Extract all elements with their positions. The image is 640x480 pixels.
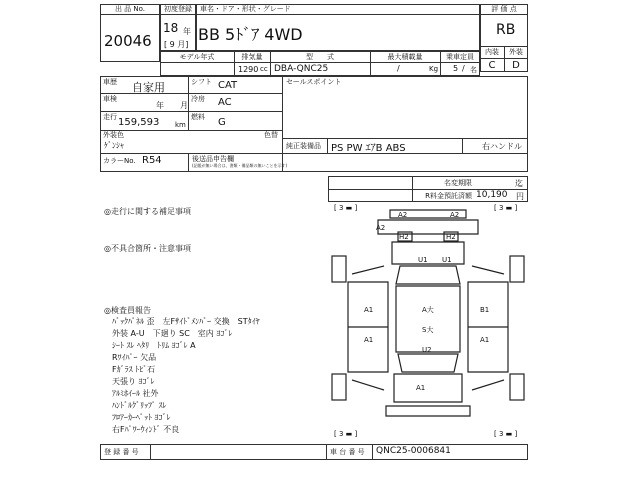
- mark-u1-right: U1: [442, 256, 452, 264]
- driving-notes-label: ◎走行に関する補足事項: [104, 207, 191, 216]
- inspection-month-unit: 月: [180, 101, 188, 110]
- displacement-unit: cc: [260, 65, 268, 73]
- corner-bl: [ 3 ▬ ]: [334, 430, 358, 438]
- registration-year: 18: [163, 21, 179, 35]
- inspection-label: 車検: [103, 95, 117, 103]
- mark-h2-right: H2: [446, 233, 456, 241]
- color: ｹﾞﾝｼｬ: [104, 141, 124, 150]
- recycle-fee: 10,190: [476, 190, 508, 200]
- recycle-label: 後送品申告欄: [192, 155, 234, 163]
- registration-number-label: 登 録 番 号: [104, 448, 139, 456]
- inspector-line: ｱﾙﾐﾎｲｰﾙ 社外: [112, 389, 159, 398]
- footer-box: [100, 444, 528, 460]
- inspector-line: ｼｰﾄ ｽﾚ ﾍﾀﾘ ﾄﾘﾑ ﾖｺﾞﾚ A: [112, 341, 196, 350]
- capacity-unit: /: [462, 64, 465, 73]
- max-load-label: 最大積載量: [387, 53, 423, 61]
- model-code: DBA-QNC25: [274, 64, 329, 74]
- auction-sheet: [100, 0, 528, 480]
- mark-b1-right: B1: [480, 306, 490, 314]
- mark-a1-left-rear: A1: [364, 336, 374, 344]
- capacity: 5: [453, 64, 459, 73]
- defects-label: ◎不具合箇所・注意事項: [104, 244, 191, 253]
- rating-score: RB: [496, 22, 516, 38]
- inspector-line: 外装 A-U 下廻り SC 室内 ﾖｺﾞﾚ: [112, 329, 233, 338]
- car-name-label: 車名・ドア・形状・グレード: [200, 5, 291, 13]
- model-label: 型 式: [306, 53, 334, 61]
- sales-point-label: セールスポイント: [286, 78, 342, 86]
- usage: 自家用: [132, 81, 165, 94]
- lot-number: 20046: [104, 32, 152, 50]
- inspector-line: 右Fﾊﾟﾜｰｳｨﾝﾄﾞ 不良: [112, 425, 180, 434]
- inspector-line: ﾊﾞｯｸﾊﾟﾈﾙ 歪 左Fｻｲﾄﾞﾒﾝﾊﾞｰ 交換 STﾀｲﾔ: [112, 317, 260, 326]
- mark-a2-left: A2: [398, 211, 408, 219]
- aircon-label: 冷房: [191, 95, 205, 103]
- inspector-line: Rﾜｲﾊﾟｰ 欠品: [112, 353, 157, 362]
- mark-u2: U2: [422, 346, 432, 354]
- load-unit: Kg: [429, 65, 439, 73]
- registration-month: [ 9 月]: [164, 40, 189, 49]
- capacity-unit-2: 名: [470, 66, 477, 74]
- capacity-label: 乗車定員: [446, 53, 474, 61]
- recycle-fee-unit: 円: [516, 192, 524, 201]
- inspector-line: ﾊﾝﾄﾞﾙｸﾞﾘｯﾌﾟ ｽﾚ: [112, 401, 167, 410]
- equipment-label: 純正装備品: [286, 142, 321, 150]
- first-registration-label: 初度登録: [164, 5, 192, 13]
- corner-br: [ 3 ▬ ]: [494, 430, 518, 438]
- exterior-label: 外装: [509, 48, 523, 56]
- inspector-line: Fｶﾞﾗｽ ﾄﾋﾞ石: [112, 365, 156, 374]
- inspector-line: ﾌﾛｱｰｶｰﾍﾟｯﾄ ﾖｺﾞﾚ: [112, 413, 171, 422]
- inspector-line: 天張り ﾖｺﾞﾚ: [112, 377, 155, 386]
- exterior-grade: D: [512, 60, 520, 71]
- inspector-report-label: ◎検査員報告: [104, 306, 151, 315]
- mileage-label: 走行: [103, 113, 117, 121]
- mark-a1-left-front: A1: [364, 306, 374, 314]
- color-label: 外装色: [103, 131, 124, 139]
- mileage-unit: km: [175, 121, 186, 129]
- inspection-year-unit: 年: [156, 101, 164, 110]
- mark-h2-left: H2: [399, 233, 409, 241]
- color-no-label: カラーNo.: [103, 157, 136, 165]
- trim-label: 色替: [264, 131, 278, 139]
- recycle-sub: (記帳が無い場合は、書類・備品類の無いことを示す): [192, 163, 288, 168]
- mark-a2-side: A2: [376, 224, 386, 232]
- fuel-label: 燃料: [191, 113, 205, 121]
- corner-tr: [ 3 ▬ ]: [494, 204, 518, 212]
- equipment: PS PW ｴｱB ABS: [331, 143, 406, 154]
- mark-a-large: A大: [422, 306, 434, 314]
- rating-label: 評 価 点: [491, 5, 517, 13]
- displacement-label: 排気量: [241, 53, 263, 61]
- aircon: AC: [218, 97, 232, 108]
- displacement: 1290: [238, 65, 259, 74]
- mark-a1-right-rear: A1: [480, 336, 490, 344]
- model-year-label: モデル年式: [179, 53, 215, 61]
- mark-s-large: S大: [422, 326, 434, 334]
- shift: CAT: [218, 80, 238, 91]
- mileage: 159,593: [118, 117, 160, 128]
- shift-label: シフト: [191, 78, 212, 86]
- fuel: G: [218, 117, 226, 128]
- corner-tl: [ 3 ▬ ]: [334, 204, 358, 212]
- steering: 右ハンドル: [482, 142, 522, 151]
- chassis-number-label: 車 台 番 号: [330, 448, 365, 456]
- mark-a2-right: A2: [450, 211, 460, 219]
- car-outline: [328, 202, 528, 442]
- load-separator: /: [397, 64, 400, 73]
- color-no: R54: [142, 155, 162, 166]
- interior-label: 内装: [485, 48, 499, 56]
- recycle-fee-label: R料金預託済額: [425, 192, 472, 200]
- chassis-number: QNC25-0006841: [376, 446, 451, 456]
- usage-label: 車歴: [103, 78, 117, 86]
- year-unit: 年: [183, 27, 191, 36]
- interior-grade: C: [488, 60, 496, 71]
- name-change-unit: 迄: [515, 179, 523, 188]
- lot-number-label: 出 品 No.: [114, 5, 146, 13]
- name-change-label: 名変期限: [444, 179, 472, 187]
- mark-u1-left: U1: [418, 256, 428, 264]
- mark-a1-rear: A1: [416, 384, 426, 392]
- car-diagram: [328, 202, 528, 442]
- car-name: BB 5ﾄﾞｱ 4WD: [198, 25, 303, 44]
